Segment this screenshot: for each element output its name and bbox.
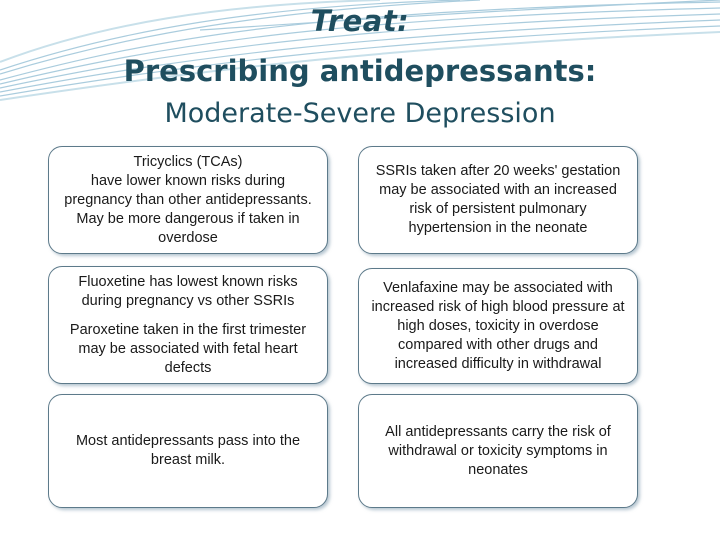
title-line-1: Treat:: [310, 4, 410, 38]
fluoxetine-text: Fluoxetine has lowest known risks during pregnancy vs other SSRIs: [78, 273, 298, 309]
tricyclics-text: Tricyclics (TCAs) have lower known risks during pregnancy than other antidepressants. May be more dangerous if taken in overdose: [64, 153, 312, 246]
withdrawal-text: All antidepressants carry the risk of withdrawal or toxicity symptoms in neonates: [385, 423, 611, 478]
title-line-2: Prescribing antidepressants:: [123, 54, 597, 88]
tricyclics-box: [48, 146, 328, 254]
breast-milk-box: [48, 394, 328, 508]
venlafaxine-box: [358, 268, 638, 384]
breast-milk-text: Most antidepressants pass into the breast milk.: [75, 433, 301, 468]
fluoxetine-paroxetine-box: [48, 266, 328, 384]
ssri-gestation-text: SSRIs taken after 20 weeks' gestation may be associated with an increased risk of persistent pulmonary hypertension in the neonate: [375, 163, 621, 236]
ssri-gestation-box: [358, 146, 638, 254]
paroxetine-text: Paroxetine taken in the first trimester may be associated with fetal heart defects: [69, 321, 307, 376]
withdrawal-box: [358, 394, 638, 508]
venlafaxine-text: Venlafaxine may be associated with increased risk of high blood pressure at high doses, toxicity in overdose compared with other drugs and increased difficulty in withdrawal: [371, 279, 625, 372]
subtitle: Moderate-Severe Depression: [164, 98, 556, 129]
